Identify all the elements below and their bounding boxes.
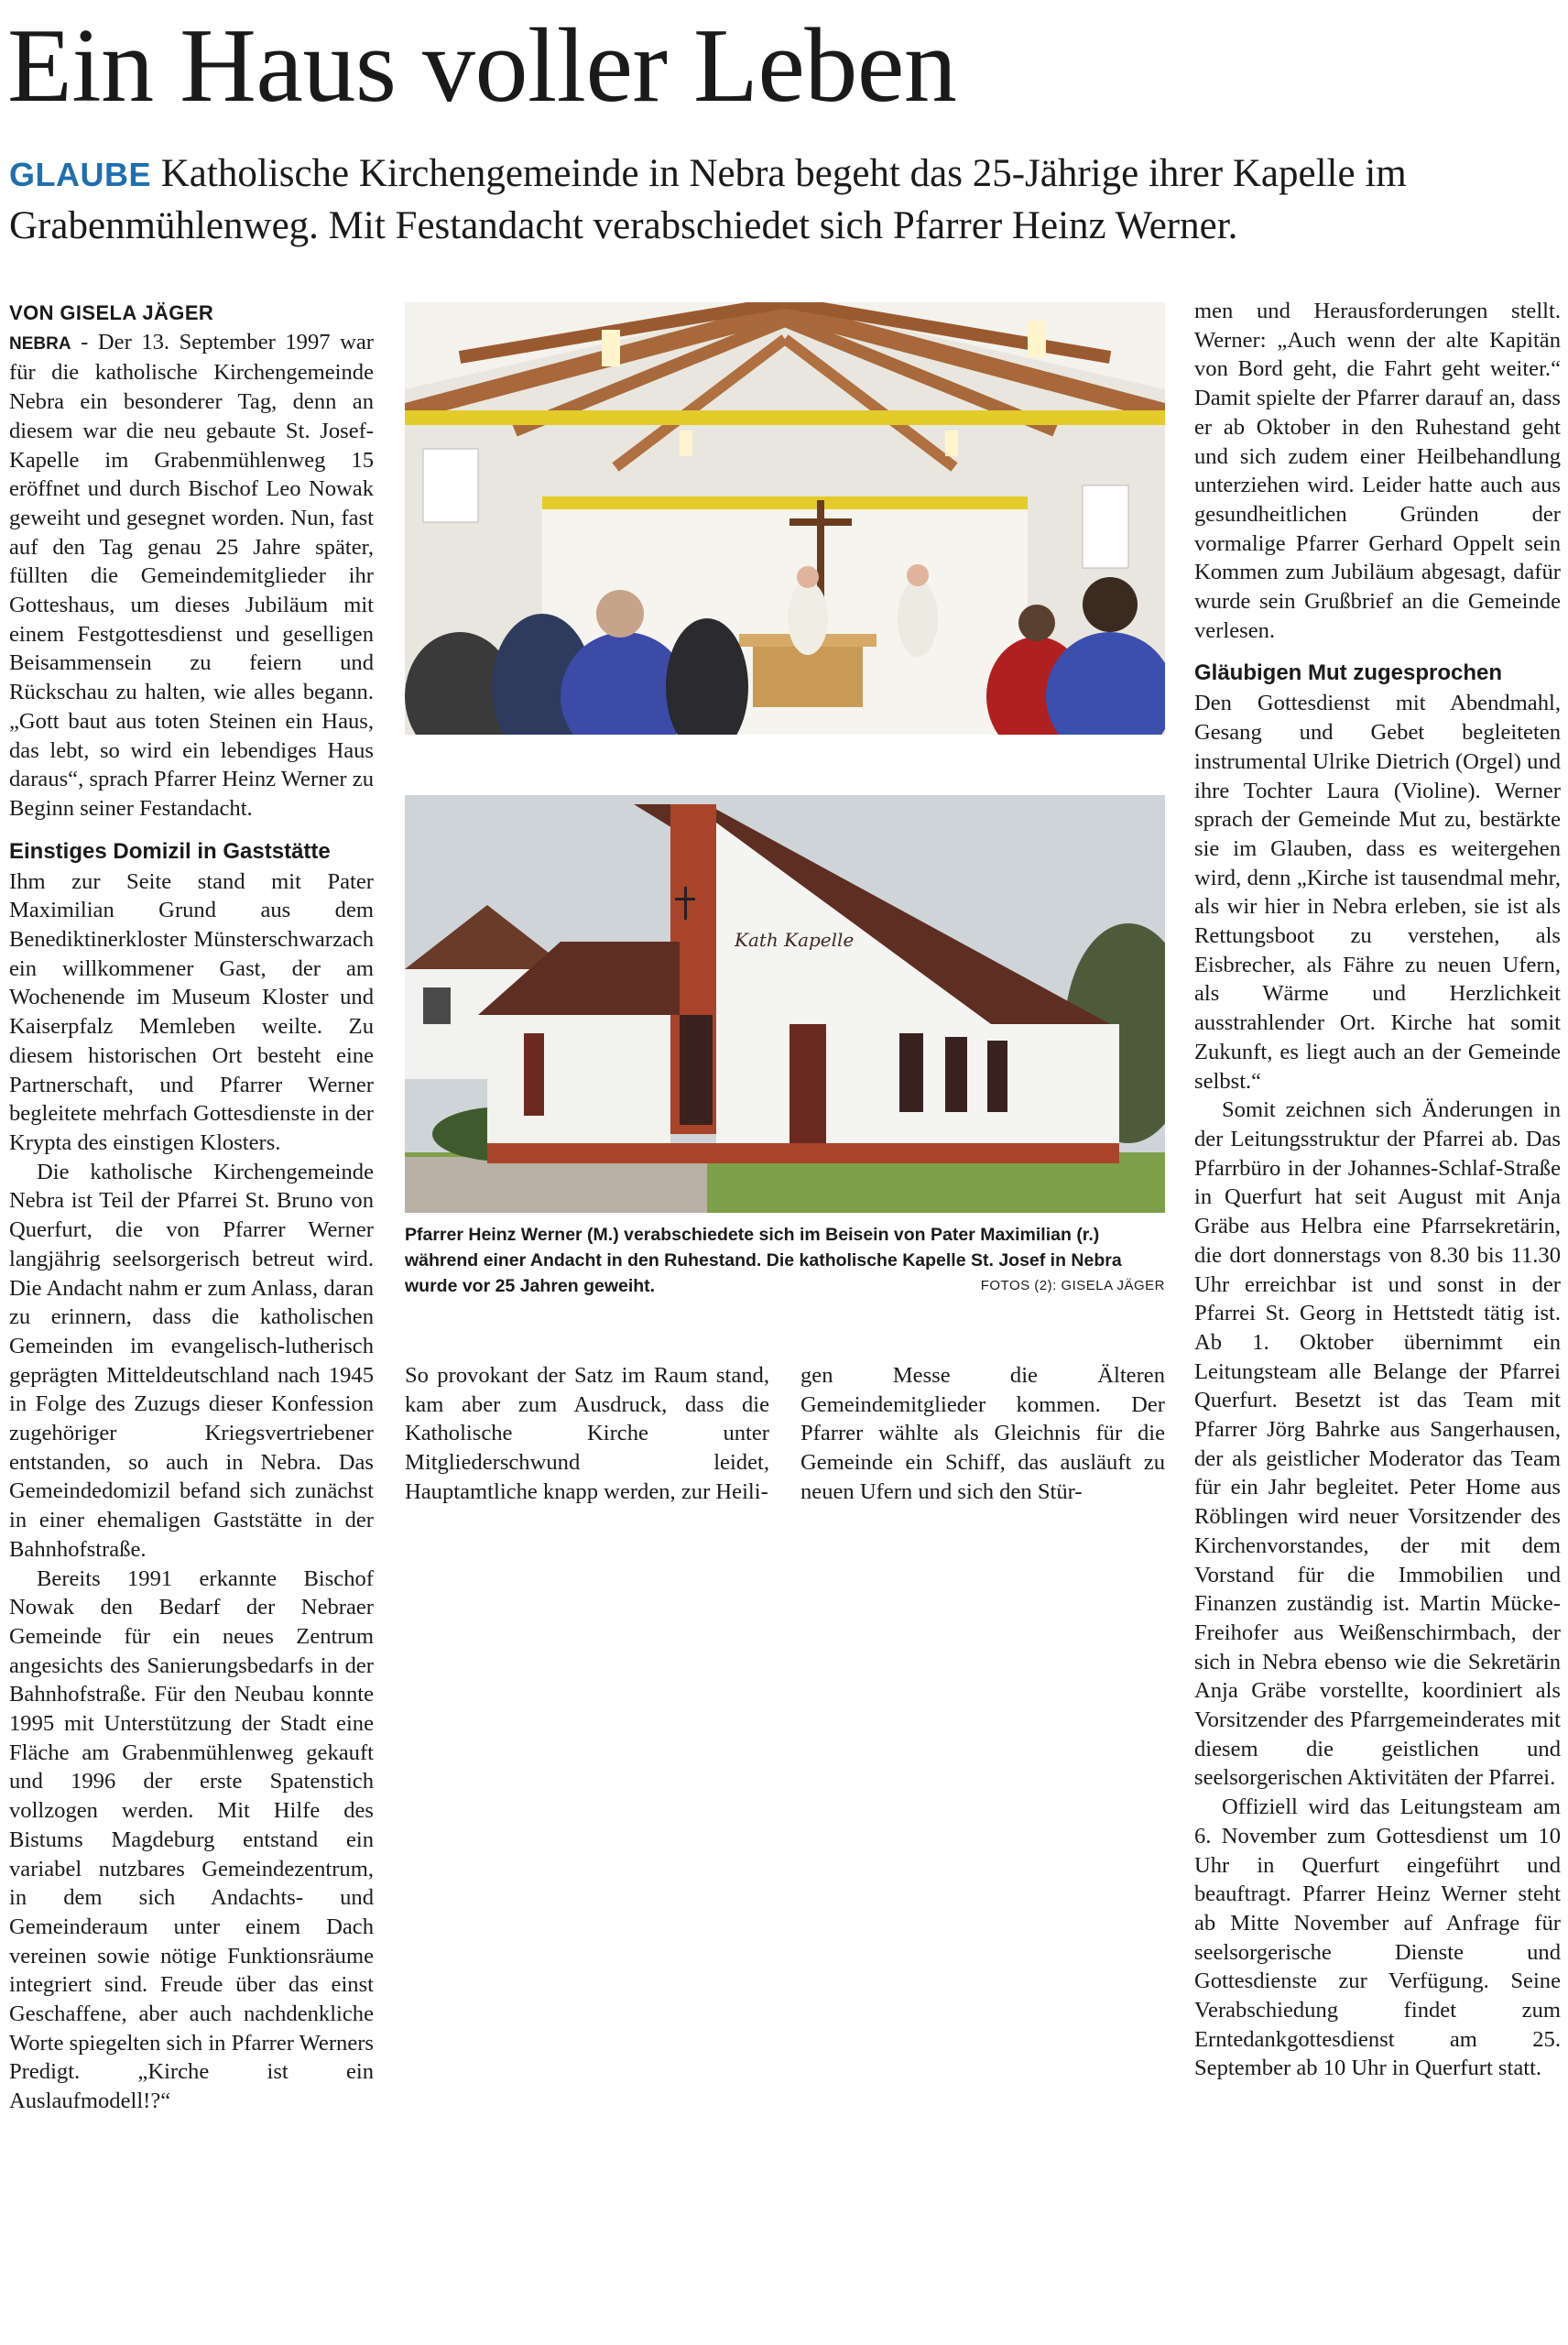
photo-caption xyxy=(405,1222,1165,1299)
col4-paragraph-3: Somit zeichnen sich Änderungen in der Leitungsstruktur der Pfarrei ab. Das Pfarrbüro in der Johannes-Schlaf-Straße in Querfurt hat seit August mit Anja Gräbe aus Helbra eine Pfarrsekretärin, die dort donnerstags von 8.30 bis 11.30 Uhr erreichbar ist und sonst in der Pfarrei St. Georg in Hettstedt tätig ist. Ab 1. Oktober übernimmt ein Leitungsteam alle Belange der Pfarrei Querfurt. Besetzt ist das Team mit Pfarrer Jörg Bahrke aus Sangerhausen, der als geistlicher Moderator das Team für ein Jahr begleitet. Peter Home aus Röblingen wird neuer Vorsitzender des Kirchenvorstandes, der mit dem Vorstand für die Immobilien und Finanzen zuständig ist. Martin Mücke-Freihofer aus Weißenschirmbach, der sich in Nebra ebenso wie die Sekretärin Anja Gräbe vorstellte, koordiniert als Vorsitzender des Pfarrgemeinderates mit diesem die geistlichen und seelsorgerischen Aktivitäten der Pfarrei. xyxy=(1194,1097,1561,1791)
column-2 xyxy=(405,1361,769,1507)
dateline: NEBRA xyxy=(9,333,71,354)
col4-paragraph-2: Den Gottesdienst mit Abendmahl, Gesang und Gebet begleiteten instrumental Ulrike Dietrich (Orgel) und ihre Tochter Laura (Violine). Werner sprach der Gemeinde Mut zu, bestärkte sie im Glauben, dass es weitergehen wird, denn „Kirche ist tausendmal mehr, als wir hier in Nebra erleben, sie ist als Rettungsboot zu verstehen, als Eisbrecher, als Fähre zu neuen Ufern, als Wärme und Herzlichkeit ausstrahlender Ort. Kirche hat somit Zukunft, es liegt auch an der Gemeinde selbst.“ xyxy=(1194,691,1561,1094)
exterior-illustration xyxy=(405,795,1165,1213)
column-1 xyxy=(9,299,374,2116)
photo-interior xyxy=(405,302,1165,735)
chapel-sign: Kath Kapelle xyxy=(735,929,855,951)
intro-text: - Der 13. September 1997 war für die katholische Kirchengemeinde Nebra ein besonderer Tag, denn an diesem war die neu gebaute St. Josef-Kapelle im Grabenmühlenweg 15 eröffnet und durch Bischof Leo Nowak geweiht und gesegnet worden. Nun, fast auf den Tag genau 25 Jahre später, füllten die Gemeindemitglieder ihr Gotteshaus, um dieses Jubiläum mit einem Festgottesdienst und geselligen Beisammensein zu feiern und Rückschau zu halten, wie alles begann. „Gott baut aus toten Steinen ein Haus, das lebt, so wird ein lebendiges Haus daraus“, sprach Pfarrer Heinz Werner zu Beginn seiner Festandacht. xyxy=(9,329,374,821)
col4-paragraph-4: Offiziell wird das Leitungsteam am 6. November zum Gottesdienst um 10 Uhr in Querfurt eingeführt und beauftragt. Pfarrer Heinz Werner steht ab Mitte November auf Anfrage für seelsorgerische Dienste und Gottesdienste zur Verfügung. Seine Verabschiedung findet zum Erntedankgottesdienst am 25. September ab 10 Uhr in Querfurt statt. xyxy=(1194,1794,1561,2081)
column-4 xyxy=(1194,297,1561,2083)
subhead-domizil: Einstiges Domizil in Gaststätte xyxy=(9,838,331,864)
paragraph-3: Die katholische Kirchengemeinde Nebra ist Teil der Pfarrei St. Bruno von Querfurt, die von Pfarrer Werner langjährig seelsorgerisch betreut wird. Die Andacht nahm er zum Anlass, daran zu erinnern, dass die katholischen Gemeinden im evangelisch-lutherisch geprägten Mitteldeutschland nach 1945 in Folge des Zuzugs dieser Konfession zugehöriger Kriegsvertriebener entstanden, so auch in Nebra. Das Gemeindedomizil befand sich zunächst in einer ehemaligen Gaststätte in der Bahnhofstraße. xyxy=(9,1159,374,1562)
column-3 xyxy=(800,1361,1165,1507)
subhead-mut: Gläubigen Mut zugesprochen xyxy=(1194,660,1503,686)
col4-paragraph-1: men und Herausforderungen stellt. Werner: „Auch wenn der alte Kapitän von Bord geht, die Fahrt geht weiter.“ Damit spielte der Pfarrer darauf an, dass er ab Oktober in den Ruhestand geht und sich zudem einer Heilbehandlung unterziehen wird. Leider hatte auch aus gesundheitlichen Gründen der vormalige Pfarrer Gerhard Oppelt sein Kommen zum Jubiläum abgesagt, dafür wurde sein Grußbrief an die Gemeinde verlesen. xyxy=(1194,299,1561,643)
deck-text: Katholische Kirchengemeinde in Nebra begeht das 25-Jährige ihrer Kapelle im Grabenmühlenweg. Mit Festandacht verabschiedet sich Pfarrer Heinz Werner. xyxy=(9,152,1407,247)
paragraph-intro xyxy=(9,328,374,823)
photo-exterior xyxy=(405,795,1165,1213)
kicker: GLAUBE xyxy=(9,156,151,193)
deck xyxy=(9,148,1557,252)
col2-paragraph: So provokant der Satz im Raum stand, kam aber zum Ausdruck, dass die Katholische Kirche unter Mitgliederschwund leidet, Hauptamtliche knapp werden, zur Heili- xyxy=(405,1363,769,1504)
byline: VON GISELA JÄGER xyxy=(9,301,214,324)
paragraph-4: Bereits 1991 erkannte Bischof Nowak den Bedarf der Nebraer Gemeinde für ein neues Zentrum angesichts des Sanierungsbedarfs in der Bahnhofstraße. Für den Neubau konnte 1995 mit Unterstützung der Stadt eine Fläche am Grabenmühlenweg gekauft und 1996 der erste Spatenstich vollzogen werden. Mit Hilfe des Bistums Magdeburg entstand ein variabel nutzbares Gemeindezentrum, in dem sich Andachts- und Gemeinderaum unter einem Dach vereinen sowie nötige Funktionsräume integriert sind. Freude über das einst Geschaffene, aber auch nachdenkliche Worte spiegelten sich in Pfarrer Werners Predigt. „Kirche ist ein Auslaufmodell!?“ xyxy=(9,1565,374,2114)
headline: Ein Haus voller Leben xyxy=(7,7,957,125)
paragraph-2: Ihm zur Seite stand mit Pater Maximilian Grund aus dem Benediktinerkloster Münsterschwarzach ein willkommener Gast, der am Wochenende im Museum Kloster und Kaiserpfalz Memleben weilte. Zu diesem historischen Ort besteht eine Partnerschaft, und Pfarrer Werner begleitete mehrfach Gottesdienste in der Krypta des einstigen Klosters. xyxy=(9,868,374,1155)
interior-illustration xyxy=(405,302,1165,735)
caption-text: Pfarrer Heinz Werner (M.) verabschiedete sich im Beisein von Pater Maximilian (r.) während einer Andacht in den Ruhestand. Die katholische Kapelle St. Josef in Nebra wurde vor 25 Jahren geweiht. xyxy=(405,1225,1122,1296)
photo-credit: FOTOS (2): GISELA JÄGER xyxy=(980,1278,1165,1293)
col3-paragraph: gen Messe die Älteren Gemeindemitglieder kommen. Der Pfarrer wählte als Gleichnis für die Gemeinde ein Schiff, das ausläuft zu neuen Ufern und sich den Stür- xyxy=(800,1363,1165,1504)
